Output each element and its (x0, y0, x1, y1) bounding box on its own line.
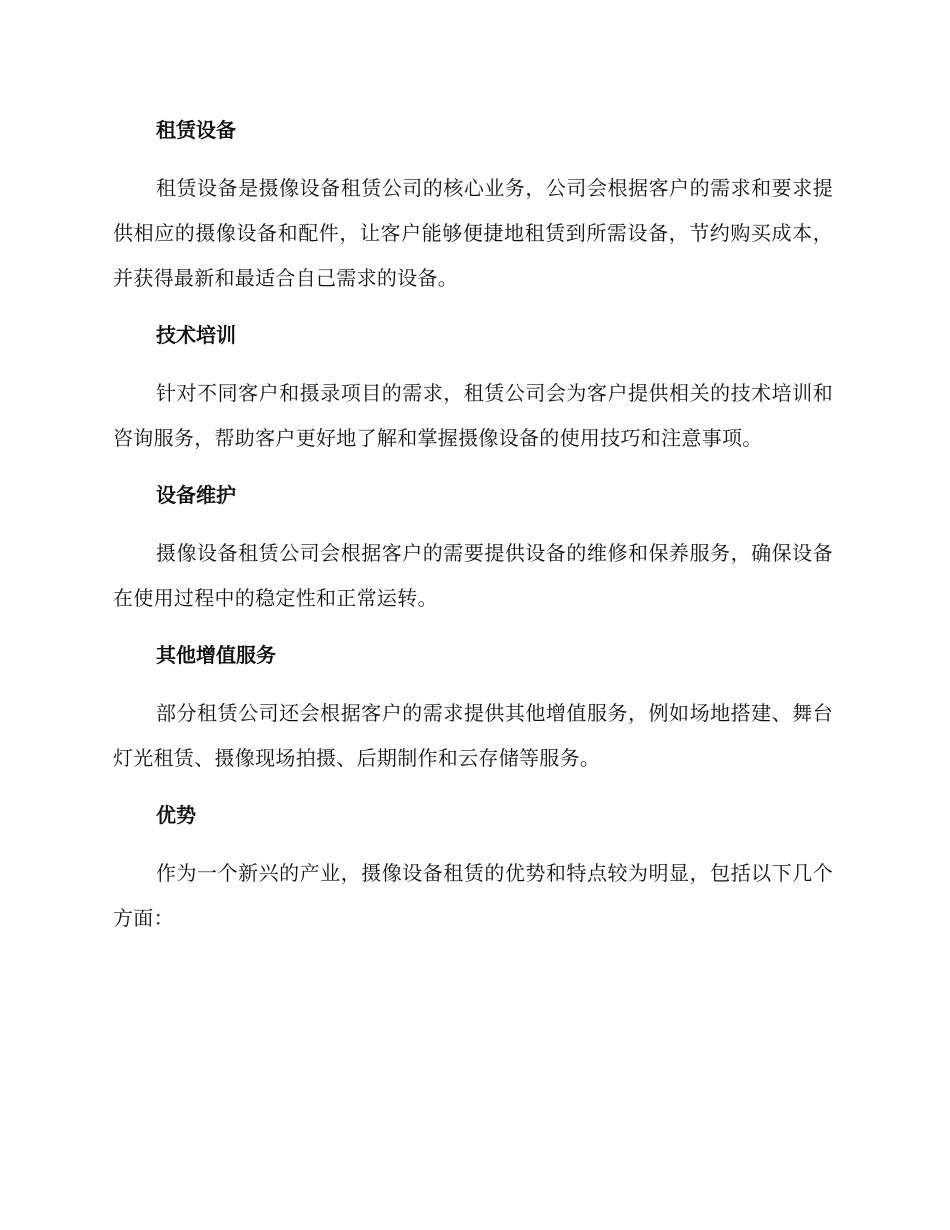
section-body-value-added-services: 部分租赁公司还会根据客户的需求提供其他增值服务，例如场地搭建、舞台灯光租赁、摄像现场拍摄、后期制作和云存储等服务。 (113, 701, 833, 770)
section-heading-equipment-maintenance: 设备维护 (156, 483, 236, 507)
section-body-equipment-rental: 租赁设备是摄像设备租赁公司的核心业务，公司会根据客户的需求和要求提供相应的摄像设备和配件，让客户能够便捷地租赁到所需设备，节约购买成本，并获得最新和最适合自己需求的设备。 (113, 176, 833, 290)
section-heading-advantages: 优势 (156, 803, 196, 827)
section-body-equipment-maintenance: 摄像设备租赁公司会根据客户的需要提供设备的维修和保养服务，确保设备在使用过程中的稳定性和正常运转。 (113, 541, 833, 610)
section-body-technical-training: 针对不同客户和摄录项目的需求，租赁公司会为客户提供相关的技术培训和咨询服务，帮助客户更好地了解和掌握摄像设备的使用技巧和注意事项。 (113, 381, 833, 450)
section-body-advantages: 作为一个新兴的产业，摄像设备租赁的优势和特点较为明显，包括以下几个方面： (113, 861, 833, 930)
document-page (113, 108, 833, 941)
section-heading-technical-training: 技术培训 (156, 323, 236, 347)
section-heading-value-added-services: 其他增值服务 (156, 643, 276, 667)
section-heading-equipment-rental: 租赁设备 (156, 118, 236, 142)
